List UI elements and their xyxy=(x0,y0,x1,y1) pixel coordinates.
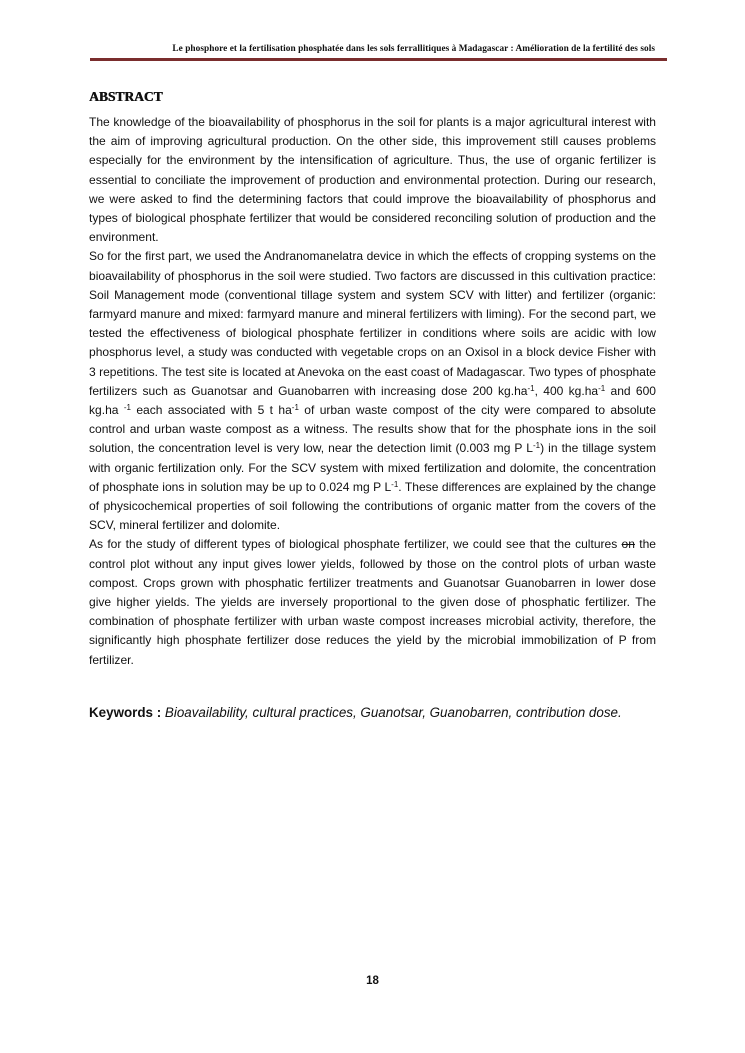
p2-sup-4: -1 xyxy=(291,403,299,413)
keywords-line xyxy=(89,705,689,720)
p2-text-b: , 400 kg.ha xyxy=(534,383,599,398)
p2-sup-3: -1 xyxy=(123,403,131,413)
header-rule xyxy=(90,58,667,61)
page-number: 18 xyxy=(366,975,379,987)
abstract-body xyxy=(89,113,656,670)
p2-sup-2: -1 xyxy=(598,383,606,393)
p2-sup-1: -1 xyxy=(527,383,535,393)
p2-text-d: each associated with 5 t ha xyxy=(130,403,292,418)
p2-text-f: ) in the tillage system with organic fertilization only. For the SCV system with mixed fertilization and dolomite, the concentration of phosphate ions in solution may be up to 0.024 mg P L xyxy=(89,441,657,494)
p3-text-a: As for the study of different types of biological phosphate fertilizer, we could see that the cultures xyxy=(89,537,622,552)
p2-text-c: and 600 kg.ha xyxy=(89,383,656,418)
abstract-paragraph-1: The knowledge of the bioavailability of phosphorus in the soil for plants is a major agricultural interest with the aim of improving agricultural production. On the other side, this improvement still causes problems especially for the environment by the intensification of agriculture. Thus, the use of organic fertilizer is essential to conciliate the improvement of production and environmental protection. During our research, we were asked to find the determining factors that could improve the bioavailability of phosphorus and types of biological phosphate fertilizer that would be considered reconciling solution of production and the environment. xyxy=(89,115,656,245)
p2-text-a: So for the first part, we used the Andranomanelatra device in which the effects of cropping systems on the bioavailability of phosphorus in the soil were studied. Two factors are discussed in this cultivation practice: Soil Management mode (conventional tillage system and system SCV with litter) and fertilizer (organic: farmyard manure and mixed: farmyard manure and mineral fertilizers with liming). For the second part, we tested the effectiveness of biological phosphate fertilizer in conditions where soils are acidic with low phosphorus level, a study was conducted with vegetable crops on an Oxisol in a block device Fisher with 3 repetitions. The test site is located at Anevoka on the east coast of Madagascar. Two types of phosphate fertilizers such as Guanotsar and Guanobarren with increasing dose 200 kg.ha xyxy=(89,249,656,398)
running-header-title: Le phosphore et la fertilisation phosphatée dans les sols ferrallitiques à Madagascar : Amélioration de la fertilité des sols xyxy=(172,44,655,54)
abstract-paragraph-2 xyxy=(89,247,656,535)
p2-text-g: . These differences are explained by the change of physicochemical properties of soil following the contributions of organic matter from the covers of the SCV, mineral fertilizer and dolomite. xyxy=(89,479,657,533)
abstract-heading: ABSTRACT xyxy=(89,89,163,104)
p3-text-b: the control plot without any input gives lower yields, followed by those on the control plots of urban waste compost. Crops grown with phosphatic fertilizer treatments and Guanotsar Guanobarren in lower dose give higher yields. The yields are inversely proportional to the given dose of phosphatic fertilizer. The combination of phosphate fertilizer with urban waste compost increases microbial activity, therefore, the significantly high phosphate fertilizer dose reduces the yield by the microbial immobilization of P from fertilizer. xyxy=(89,537,656,667)
p2-text-e: of urban waste compost of the city were compared to absolute control and urban waste compost as a witness. The results show that for the phosphate ions in the soil solution, the concentration level is very low, near the detection limit (0.003 mg P L xyxy=(89,403,656,456)
keywords-text: Bioavailability, cultural practices, Guanotsar, Guanobarren, contribution dose. xyxy=(164,705,622,720)
abstract-paragraph-3 xyxy=(89,535,656,669)
p2-sup-6: -1 xyxy=(391,479,399,489)
p3-struck-word: on xyxy=(621,537,635,552)
p2-sup-5: -1 xyxy=(532,441,541,451)
keywords-label: Keywords : xyxy=(89,705,162,720)
